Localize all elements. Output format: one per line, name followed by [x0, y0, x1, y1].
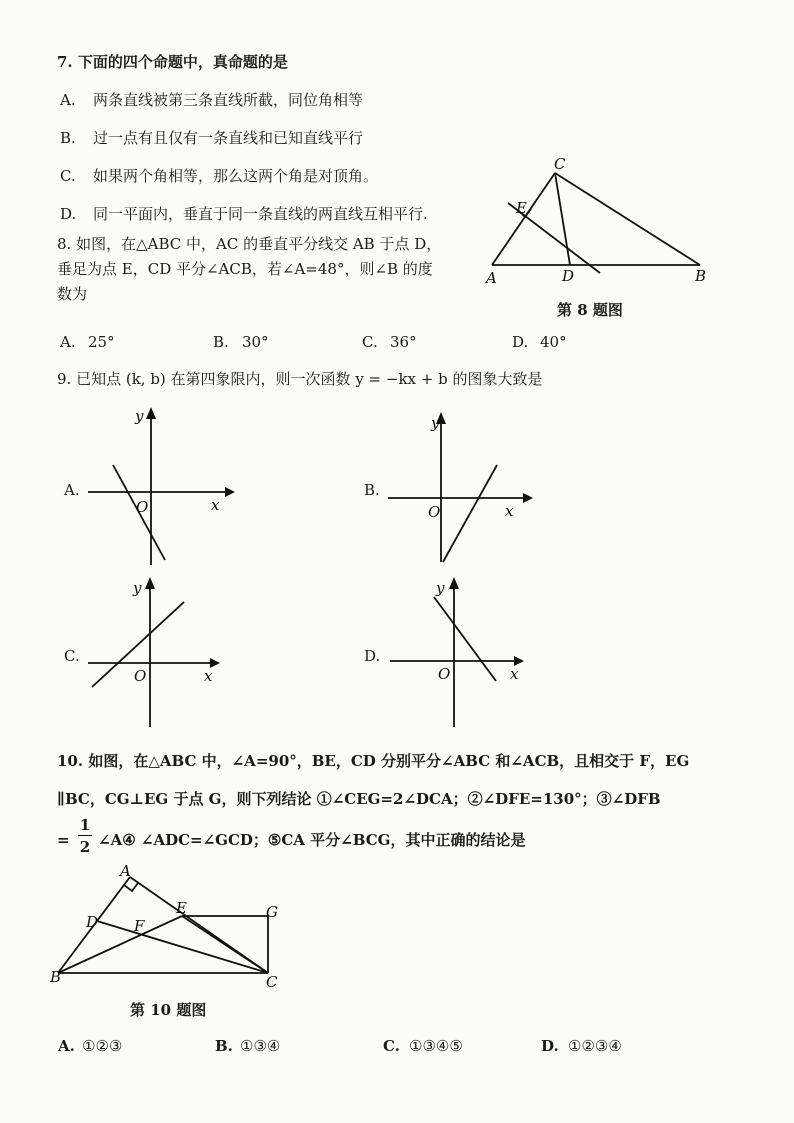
q10-option-a-text: ①②③: [82, 1037, 123, 1055]
q10-line2: ∥BC，CG⊥EG 于点 G，则下列结论 ①∠CEG=2∠DCA；②∠DFE=130°；③∠DFB: [57, 790, 661, 808]
q9-graph-a: [85, 405, 235, 565]
q7-option-a-text: 两条直线被第三条直线所截，同位角相等: [93, 91, 364, 109]
q10-figure-caption: 第 10 题图: [130, 1001, 207, 1019]
q8-label-d: D: [562, 267, 575, 285]
q8-option-c-label: C.: [362, 333, 378, 351]
q10-frac-num: 1: [79, 816, 91, 834]
q8-label-e: E: [516, 199, 527, 217]
q10-line1: 10. 如图，在△ABC 中，∠A=90°，BE，CD 分别平分∠ABC 和∠ACB，且相交于 F，EG: [57, 752, 690, 770]
q8-option-b-label: B.: [213, 333, 229, 351]
q9-option-c-label: C.: [64, 647, 80, 665]
q9-c-origin-label: O: [134, 667, 147, 685]
q10-line3-prefix: =: [57, 831, 70, 849]
q9-b-origin-label: O: [428, 503, 441, 521]
q9-b-x-label: x: [505, 502, 514, 520]
q8-stem-line1: 8. 如图，在△ABC 中，AC 的垂直平分线交 AB 于点 D，: [57, 235, 442, 253]
q10-frac-bar: [78, 835, 92, 836]
q9-option-d-label: D.: [364, 647, 381, 665]
q8-option-d-label: D.: [512, 333, 529, 351]
q7-option-c-label: C.: [60, 167, 76, 185]
q10-option-b-label: B.: [215, 1037, 233, 1055]
q7-option-b-label: B.: [60, 129, 76, 147]
q10-label-b: B: [50, 968, 62, 986]
q10-label-d: D: [86, 913, 99, 931]
q10-option-d-label: D.: [541, 1037, 559, 1055]
q10-option-b-text: ①③④: [240, 1037, 281, 1055]
q9-graph-b: [385, 410, 535, 565]
q9-graph-c: [88, 575, 228, 730]
q9-d-y-label: y: [436, 579, 445, 597]
q8-figure-caption: 第 8 题图: [557, 301, 623, 319]
q9-b-y-label: y: [431, 414, 440, 432]
q8-option-b-text: 30°: [242, 333, 269, 351]
q8-option-c-text: 36°: [390, 333, 417, 351]
q10-label-c: C: [266, 973, 278, 991]
q9-a-y-label: y: [135, 407, 144, 425]
q10-line3-rest: ∠A④ ∠ADC=∠GCD；⑤CA 平分∠BCG，其中正确的结论是: [98, 831, 526, 849]
q8-figure: [480, 155, 720, 290]
q8-label-c: C: [554, 155, 566, 173]
q10-option-a-label: A.: [58, 1037, 75, 1055]
q9-graph-d: [390, 575, 540, 730]
q10-label-a: A: [120, 862, 131, 880]
q8-label-b: B: [695, 267, 707, 285]
q9-stem: 9. 已知点 (k, b) 在第四象限内，则一次函数 y = −kx + b 的图象大致是: [57, 370, 543, 388]
q9-a-origin-label: O: [136, 498, 149, 516]
q7-option-d-text: 同一平面内，垂直于同一条直线的两直线互相平行.: [93, 205, 428, 223]
q10-label-e: E: [176, 899, 187, 917]
q9-option-b-label: B.: [364, 481, 380, 499]
q9-a-x-label: x: [211, 496, 220, 514]
q9-c-y-label: y: [133, 579, 142, 597]
q10-label-f: F: [134, 917, 145, 935]
q10-label-g: G: [266, 903, 278, 921]
q10-figure: [50, 862, 290, 991]
q10-frac-den: 2: [79, 838, 91, 856]
q7-option-a-label: A.: [60, 91, 76, 109]
q8-option-a-text: 25°: [88, 333, 115, 351]
q9-d-origin-label: O: [438, 665, 451, 683]
q10-option-d-text: ①②③④: [568, 1037, 622, 1055]
q8-option-a-label: A.: [60, 333, 76, 351]
q9-c-x-label: x: [204, 667, 213, 685]
q8-stem-line3: 数为: [57, 285, 88, 303]
q8-stem-line2: 垂足为点 E，CD 平分∠ACB，若∠A=48°，则∠B 的度: [57, 260, 433, 278]
q9-d-x-label: x: [510, 665, 519, 683]
q10-option-c-label: C.: [383, 1037, 400, 1055]
q7-option-c-text: 如果两个角相等，那么这两个角是对顶角。: [93, 167, 379, 185]
q8-option-d-text: 40°: [540, 333, 567, 351]
q7-stem: 7. 下面的四个命题中，真命题的是: [57, 53, 288, 71]
q9-option-a-label: A.: [64, 481, 80, 499]
q7-option-b-text: 过一点有且仅有一条直线和已知直线平行: [93, 129, 364, 147]
q8-label-a: A: [486, 269, 497, 287]
q10-option-c-text: ①③④⑤: [409, 1037, 463, 1055]
q7-option-d-label: D.: [60, 205, 77, 223]
